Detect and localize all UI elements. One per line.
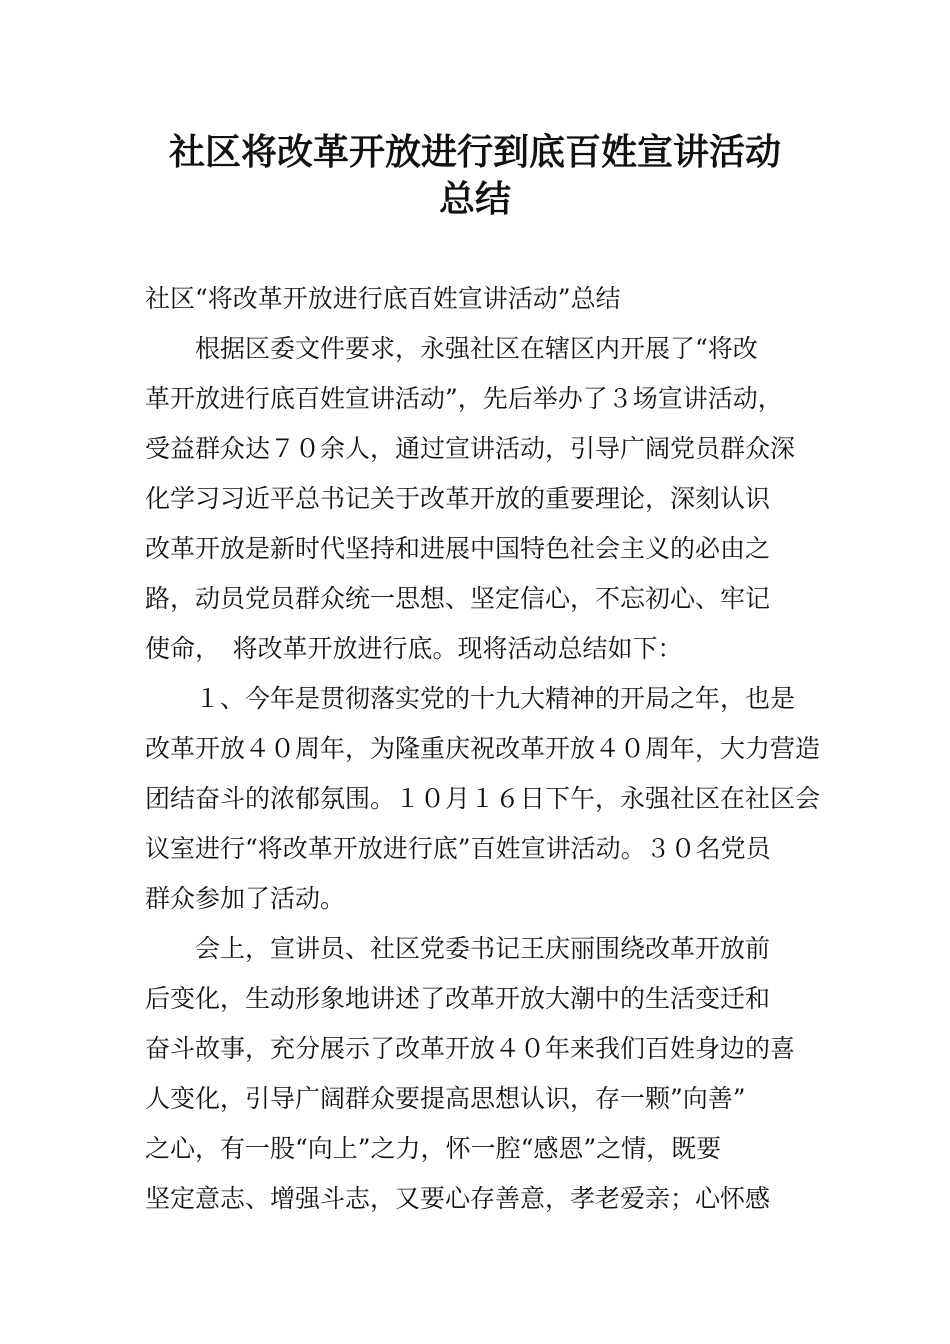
body-line: 改革开放４０周年，为隆重庆祝改革开放４０周年，大力营造 bbox=[145, 734, 821, 763]
body-line: 革开放进行底百姓宣讲活动”，先后举办了３场宣讲活动， bbox=[145, 384, 783, 413]
body-line: 团结奋斗的浓郁氛围。１０月１６日下午，永强社区在社区会 bbox=[145, 784, 821, 813]
body-line: 群众参加了活动。 bbox=[145, 884, 346, 913]
body-line: 之心，有一股“向上”之力，怀一腔“感恩”之情，既要 bbox=[145, 1134, 722, 1163]
body-line: 人变化，引导广阔群众要提高思想认识，存一颗”向善” bbox=[145, 1084, 746, 1113]
body-line: １、今年是贯彻落实党的十九大精神的开局之年，也是 bbox=[145, 684, 796, 713]
body-line: 奋斗故事，充分展示了改革开放４０年来我们百姓身边的喜 bbox=[145, 1034, 796, 1063]
document-title-line-2: 总结 bbox=[438, 179, 511, 220]
body-line: 改革开放是新时代坚持和进展中国特色社会主义的必由之 bbox=[145, 534, 771, 563]
body-line: 使命， 将改革开放进行底。现将活动总结如下： bbox=[145, 634, 683, 663]
body-line: 受益群众达７０余人，通过宣讲活动，引导广阔党员群众深 bbox=[145, 434, 796, 463]
body-line: 后变化，生动形象地讲述了改革开放大潮中的生活变迁和 bbox=[145, 984, 771, 1013]
body-line: 坚定意志、增强斗志，又要心存善意，孝老爱亲；心怀感 bbox=[145, 1184, 771, 1213]
document-subtitle: 社区“将改革开放进行底百姓宣讲活动”总结 bbox=[145, 284, 621, 313]
body-line: 会上，宣讲员、社区党委书记王庆丽围绕改革开放前 bbox=[145, 934, 771, 963]
body-line: 根据区委文件要求，永强社区在辖区内开展了“将改 bbox=[145, 334, 758, 363]
body-line: 议室进行“将改革开放进行底”百姓宣讲活动。３０名党员 bbox=[145, 834, 771, 863]
body-line: 化学习习近平总书记关于改革开放的重要理论，深刻认识 bbox=[145, 484, 771, 513]
body-line: 路，动员党员群众统一思想、坚定信心，不忘初心、牢记 bbox=[145, 584, 771, 613]
document-title-line-1: 社区将改革开放进行到底百姓宣讲活动 bbox=[168, 132, 781, 173]
